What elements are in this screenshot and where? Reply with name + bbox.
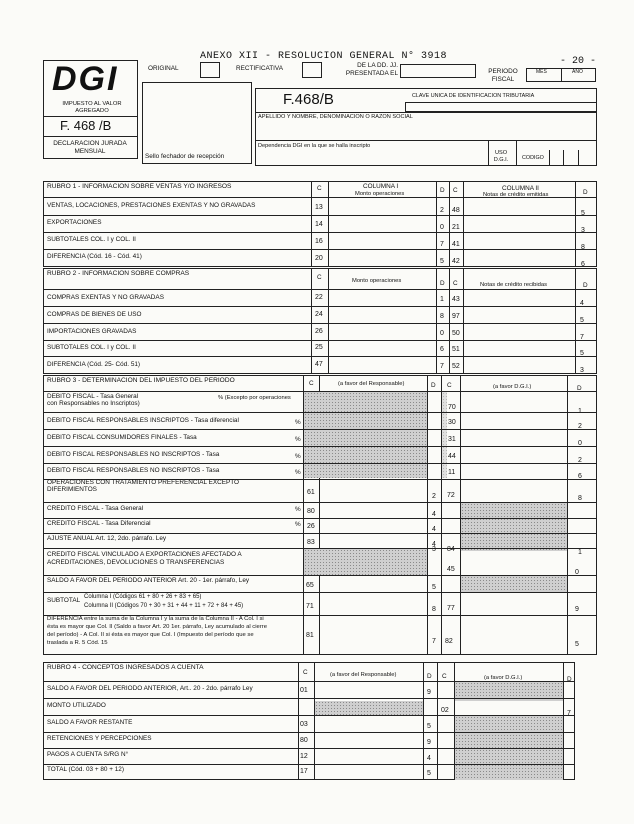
rubro4-row-d1: 9 xyxy=(427,739,431,746)
dependencia-label: Dependencia DGI en la que se halla inscripto xyxy=(258,143,371,149)
subtotal-col2: Columna II (Códigos 70 + 30 + 31 + 44 + 11 + 72 + 84 + 45) xyxy=(84,603,244,609)
op-trat-c1: 61 xyxy=(307,489,315,496)
rubro1-row-line xyxy=(43,215,597,216)
form-title: ANEXO XII - RESOLUCION GENERAL N° 3918 xyxy=(200,51,448,62)
rectificativa-label: RECTIFICATIVA xyxy=(236,65,283,72)
declaration-label: DECLARACION JURADA MENSUAL xyxy=(53,140,127,155)
rubro2-row-d1: 1 xyxy=(440,296,444,303)
rubro1-col2-sub: Notas de crédito emitidas xyxy=(483,192,549,198)
rubro4-row-line xyxy=(43,764,575,765)
rubro4-row-d1: 5 xyxy=(427,770,431,777)
ajuste-label: AJUSTE ANUAL Art. 12, 2do. párrafo. Ley xyxy=(47,535,167,542)
rubro1-col-d: D xyxy=(440,187,445,194)
rubro2-row-c1: 25 xyxy=(315,344,323,351)
op-trat-d1: 2 xyxy=(432,493,436,500)
rubro1-row-d2: 8 xyxy=(581,244,585,251)
page-number: - 20 - xyxy=(560,56,597,67)
ajuste-d1: 4 xyxy=(432,541,436,548)
rubro4-col-d: D xyxy=(427,673,432,680)
rubro2-row-line xyxy=(43,356,597,357)
rubro3-debito-pct: % xyxy=(295,419,301,426)
rubro2-row-d2: 3 xyxy=(580,367,584,374)
rubro3-debito-c2: 31 xyxy=(448,436,456,443)
vinculado-c2b: 45 xyxy=(447,566,455,573)
rubro2-row-c1: 26 xyxy=(315,328,323,335)
rubro2-row-c2: 50 xyxy=(452,330,460,337)
rubro3-col1-sub: (a favor del Responsable) xyxy=(338,381,405,387)
rubro1-col-d2: D xyxy=(583,189,588,196)
rubro3-debito-line xyxy=(43,446,597,447)
rubro1-row-label: DIFERENCIA (Cód. 16 - Cód. 41) xyxy=(47,253,142,260)
rubro1-row-c2: 21 xyxy=(452,224,460,231)
rubro4-row-d2: 7 xyxy=(567,710,571,717)
rubro2-row-c1: 24 xyxy=(315,311,323,318)
rubro2-row-d2: 5 xyxy=(580,350,584,357)
rubro3-debito-c2: 11 xyxy=(448,469,456,476)
rubro3-shaded-debitos xyxy=(304,392,427,478)
subtotal-c1: 71 xyxy=(306,603,314,610)
rubro2-row-d1: 0 xyxy=(440,330,444,337)
rubro4-row-c1: 01 xyxy=(300,687,308,694)
rubro2-row-d1: 8 xyxy=(440,313,444,320)
vinculado-d1: 3 xyxy=(432,546,436,553)
rubro2-row-c2: 43 xyxy=(452,296,460,303)
debito-general-c2: 70 xyxy=(448,404,456,411)
rubro3-debito-pct: % xyxy=(295,436,301,443)
rubro3-shaded-vinculado xyxy=(304,549,427,575)
rubro3-debito-d2: 2 xyxy=(578,423,582,430)
rubro1-row-c1: 20 xyxy=(315,255,323,262)
rubro3-col-c2: C xyxy=(447,382,452,389)
rubro1-row-c1: 14 xyxy=(315,221,323,228)
rubro3-shaded-d1-debitos xyxy=(442,392,447,478)
cuit-field[interactable] xyxy=(405,102,597,112)
rubro2-row-c1: 47 xyxy=(315,361,323,368)
rubro1-row-d1: 0 xyxy=(440,224,444,231)
rubro2-row-d2: 4 xyxy=(580,300,584,307)
rubro1-col2: COLUMNA II xyxy=(502,185,539,192)
rubro2-col-d: D xyxy=(440,280,445,287)
rubro4-row-d1: 9 xyxy=(427,689,431,696)
rubro2-row-d1: 6 xyxy=(440,346,444,353)
ajuste-c1: 83 xyxy=(307,539,315,546)
rectificativa-checkbox[interactable] xyxy=(302,62,322,78)
rubro1-row-d2: 6 xyxy=(581,261,585,268)
rubro4-col2-sub: (a favor D.G.I.) xyxy=(484,675,523,681)
diferencia-line-3: del período) - A Col. II si ésta es mayor que Col. I (Impuesto del período que se xyxy=(47,632,254,638)
rubro1-row-line xyxy=(43,249,597,250)
rubro4-shaded-col1 xyxy=(315,701,423,716)
diferencia-d1: 7 xyxy=(432,638,436,645)
rubro4-col1-sub: (a favor del Responsable) xyxy=(330,672,397,678)
debito-general-pct: % (Excepto por operaciones xyxy=(218,395,291,401)
rubro3-title: RUBRO 3 - DETERMINACION DEL IMPUESTO DEL PERIODO xyxy=(47,377,235,384)
presentada-label: DE LA DD. JJ. PRESENTADA EL xyxy=(345,62,398,77)
rubro2-row-label: COMPRAS DE BIENES DE USO xyxy=(47,311,142,318)
rubro2-row-d1: 7 xyxy=(440,363,444,370)
rubro1-col-c: C xyxy=(317,185,322,192)
rubro3-col-c: C xyxy=(309,380,314,387)
credito-diferencial-pct: % xyxy=(295,521,301,528)
debito-general-label: DEBITO FISCAL - Tasa General xyxy=(47,393,139,400)
saldo-ant-d1: 5 xyxy=(432,584,436,591)
rubro2-row-d2: 7 xyxy=(580,334,584,341)
rubro1-row-label: EXPORTACIONES xyxy=(47,219,102,226)
op-trat-c2: 72 xyxy=(447,492,455,499)
mes-label: MES xyxy=(536,69,547,75)
rubro2-row-c2: 52 xyxy=(452,363,460,370)
rubro2-row-label: DIFERENCIA (Cód. 25- Cód. 51) xyxy=(47,361,141,368)
subtotal-label: SUBTOTAL xyxy=(47,597,81,604)
apellido-label: APELLIDO Y NOMBRE, DENOMINACION O RAZON SOCIAL xyxy=(258,114,413,120)
credito-general-pct: % xyxy=(295,506,301,513)
subtotal-d2: 9 xyxy=(575,606,579,613)
subtotal-col1: Columna I (Códigos 61 + 80 + 26 + 83 + 65) xyxy=(84,594,202,600)
sello-label: Sello fechador de recepción xyxy=(145,153,225,160)
rubro1-col1: COLUMNA I xyxy=(363,183,399,190)
rubro4-title: RUBRO 4 - CONCEPTOS INGRESADOS A CUENTA xyxy=(47,664,204,671)
rubro4-row-d1: 5 xyxy=(427,723,431,730)
rubro2-row-line xyxy=(43,340,597,341)
periodo-label: PERIODO FISCAL xyxy=(488,68,518,83)
rubro4-row-label: SALDO A FAVOR RESTANTE xyxy=(47,719,133,726)
cuit-label: CLAVE UNICA DE IDENTIFICACION TRIBUTARIA xyxy=(412,93,535,99)
rubro3-debito-d2: 6 xyxy=(578,473,582,480)
rubro1-row-c1: 16 xyxy=(315,238,323,245)
rubro2-title: RUBRO 2 - INFORMACION SOBRE COMPRAS xyxy=(47,270,190,277)
rubro1-col-c2: C xyxy=(453,187,458,194)
dgi-logo: DGI xyxy=(52,60,119,98)
rubro3-debito-label: DEBITO FISCAL RESPONSABLES INSCRIPTOS - Tasa diferencial xyxy=(47,417,239,424)
rubro2-row-c2: 51 xyxy=(452,346,460,353)
rubro4-row-label: RETENCIONES Y PERCEPCIONES xyxy=(47,735,152,742)
rubro4-row-d1: 4 xyxy=(427,755,431,762)
rubro3-debito-label: DEBITO FISCAL CONSUMIDORES FINALES - Tasa xyxy=(47,434,197,441)
form-big-label: F.468/B xyxy=(283,91,334,108)
saldo-ant-label: SALDO A FAVOR DEL PERIODO ANTERIOR Art. 20 - 1er. párrafo, Ley xyxy=(47,577,250,584)
rubro1-row-label: SUBTOTALES COL. I y COL. II xyxy=(47,236,136,243)
rubro2-row-label: IMPORTACIONES GRAVADAS xyxy=(47,328,137,335)
rubro1-row-line xyxy=(43,232,597,233)
rubro2-col-c2: C xyxy=(453,280,458,287)
subtotal-d1: 8 xyxy=(432,606,436,613)
rubro4-row-c1: 03 xyxy=(300,721,308,728)
rubro4-row-line xyxy=(43,698,575,699)
rubro3-col-d: D xyxy=(431,382,436,389)
rubro4-row-line xyxy=(43,748,575,749)
rubro3-col-d2: D xyxy=(577,385,582,392)
rubro2-col-c: C xyxy=(317,274,322,281)
uso-label: USO D.G.I. xyxy=(493,150,509,164)
op-trat-d2: 8 xyxy=(578,495,582,502)
rubro4-row-line xyxy=(43,732,575,733)
rubro1-title: RUBRO 1 - INFORMACION SOBRE VENTAS Y/O INGRESOS xyxy=(47,183,232,190)
rubro3-debito-c2: 44 xyxy=(448,453,456,460)
rubro3-debito-pct: % xyxy=(295,453,301,460)
rubro1-row-d2: 5 xyxy=(581,210,585,217)
vinculado-d2b: 0 xyxy=(575,569,579,576)
credito-diferencial-c1: 26 xyxy=(307,523,315,530)
rubro1-col1-sub: Monto operaciones xyxy=(355,191,405,197)
agency-label: IMPUESTO AL VALOR AGREGADO xyxy=(62,101,122,114)
subtotal-c2: 77 xyxy=(447,605,455,612)
rubro4-row-line xyxy=(43,715,575,716)
credito-general-label: CREDITO FISCAL - Tasa General xyxy=(47,505,144,512)
rubro2-row-label: SUBTOTALES COL. I y COL. II xyxy=(47,344,136,351)
credito-general-c1: 80 xyxy=(307,508,315,515)
rubro4-col-d2: D xyxy=(567,676,572,683)
diferencia-c2: 82 xyxy=(445,638,453,645)
rubro4-row-c1: 80 xyxy=(300,737,308,744)
diferencia-d2: 5 xyxy=(575,641,579,648)
rubro4-row-c1: 12 xyxy=(300,753,308,760)
rubro2-row-line xyxy=(43,323,597,324)
form-number: F. 468 /B xyxy=(60,118,112,133)
rubro1-row-c2: 48 xyxy=(452,207,460,214)
rubro2-row-c2: 97 xyxy=(452,313,460,320)
rubro4-col-c: C xyxy=(303,669,308,676)
credito-general-d1: 4 xyxy=(432,511,436,518)
rubro4-col-c2: C xyxy=(442,673,447,680)
original-label: ORIGINAL xyxy=(148,65,179,72)
presentada-field[interactable] xyxy=(400,64,476,78)
op-trat-label: OPERACIONES CON TRATAMIENTO PREFERENCIAL EXCEPTO xyxy=(47,479,239,486)
vinculado-label: CREDITO FISCAL VINCULADO A EXPORTACIONES AFECTADO A xyxy=(47,551,242,558)
rubro3-debito-d2: 2 xyxy=(578,457,582,464)
diferencia-c1: 81 xyxy=(306,632,314,639)
debito-general-d2: 1 xyxy=(578,408,582,415)
codigo-label: CODIGO xyxy=(522,155,544,161)
rubro1-row-d1: 2 xyxy=(440,207,444,214)
rubro2-row-c1: 22 xyxy=(315,294,323,301)
rubro3-shaded-saldo xyxy=(461,576,567,592)
rubro3-shaded-creditos xyxy=(461,503,567,551)
rubro1-row-label: VENTAS, LOCACIONES, PRESTACIONES EXENTAS Y NO GRAVADAS xyxy=(47,202,256,209)
rubro2-col-d2: D xyxy=(583,282,588,289)
rubro2-row-label: COMPRAS EXENTAS Y NO GRAVADAS xyxy=(47,294,164,301)
rubro2-row-d2: 5 xyxy=(580,317,584,324)
rubro4-row-label: TOTAL (Cód. 03 + 80 + 12) xyxy=(47,766,124,773)
rubro1-row-c1: 13 xyxy=(315,204,323,211)
rubro3-debito-pct: % xyxy=(295,469,301,476)
saldo-ant-c1: 65 xyxy=(306,582,314,589)
rubro4-row-label: SALDO A FAVOR DEL PERIODO ANTERIOR, Art.. 20 - 2do. párrafo Ley xyxy=(47,685,253,692)
diferencia-line-1: DIFERENCIA entre la suma de la Columna I y la suma de la Columna II - A Col. I si xyxy=(47,616,264,622)
vinculado-c2: 84 xyxy=(447,546,455,553)
rubro1-row-d1: 7 xyxy=(440,241,444,248)
rubro3-debito-d2: 0 xyxy=(578,440,582,447)
rubro3-debito-label: DEBITO FISCAL RESPONSABLES NO INSCRIPTOS - Tasa xyxy=(47,467,220,474)
rubro1-row-d1: 5 xyxy=(440,258,444,265)
rubro1-row-c2: 42 xyxy=(452,258,460,265)
diferencia-line-2: ésta es mayor que Col. II (Saldo a favor Art. 20 1er. párrafo, Ley acumulado al cierre xyxy=(47,624,268,630)
rubro3-debito-line xyxy=(43,429,597,430)
rubro2-col1-sub: Monto operaciones xyxy=(352,278,402,284)
rubro2-row-line xyxy=(43,306,597,307)
ano-label: AÑO xyxy=(572,69,583,75)
rubro3-debito-label: DEBITO FISCAL RESPONSABLES NO INSCRIPTOS - Tasa xyxy=(47,451,220,458)
rubro4-row-label: PAGOS A CUENTA S/RG N° xyxy=(47,751,129,758)
credito-diferencial-label: CREDITO FISCAL - Tasa Diferencial xyxy=(47,520,151,527)
rubro1-row-d2: 3 xyxy=(581,227,585,234)
vinculado-label-2: ACREDITACIONES, DEVOLUCIONES O TRANSFERENCIAS xyxy=(47,559,225,566)
rubro3-debito-line xyxy=(43,463,597,464)
debito-general-label-2: con Responsables no Inscriptos) xyxy=(47,400,140,407)
rubro3-col2-sub: (a favor D.G.I.) xyxy=(493,384,532,390)
credito-diferencial-d1: 4 xyxy=(432,526,436,533)
rubro4-row-c2: 02 xyxy=(441,707,449,714)
diferencia-line-4: traslada a R. 5 Cód. 15 xyxy=(47,640,108,646)
original-checkbox[interactable] xyxy=(200,62,220,78)
rubro2-col2-sub: Notas de crédito recibidas xyxy=(480,282,548,288)
rubro4-row-c1: 17 xyxy=(300,768,308,775)
rubro1-row-c2: 41 xyxy=(452,241,460,248)
rubro3-debito-c2: 30 xyxy=(448,419,456,426)
vinculado-d2: 1 xyxy=(578,549,582,556)
rubro4-row-label: MONTO UTILIZADO xyxy=(47,702,106,709)
op-trat-label-2: DIFERIMIENTOS xyxy=(47,486,97,493)
sello-box xyxy=(142,82,252,164)
